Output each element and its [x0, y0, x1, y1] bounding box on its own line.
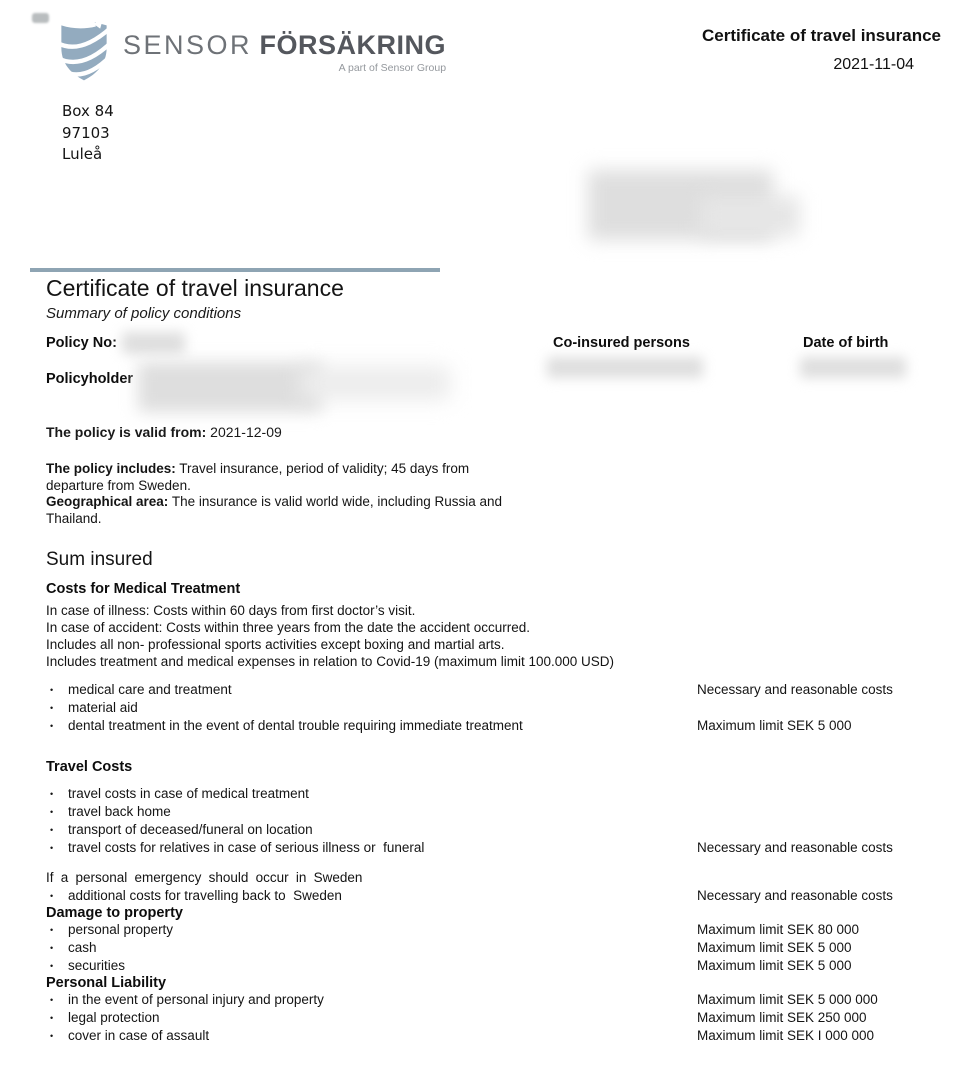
- brand-tagline: A part of Sensor Group: [338, 62, 447, 74]
- brand-name: [123, 30, 446, 60]
- travel-rows: [46, 785, 941, 857]
- bullet-icon: •: [50, 891, 54, 901]
- coverage-item-value: Necessary and reasonable costs: [697, 682, 893, 697]
- coverage-item-text: cash: [68, 940, 97, 955]
- medical-intro-line: In case of illness: Costs within 60 days from first doctor’s visit.: [46, 603, 416, 618]
- coverage-item-text: material aid: [68, 700, 138, 715]
- bullet-icon: •: [50, 1013, 54, 1023]
- coverage-row: [46, 785, 941, 803]
- bullet-icon: •: [50, 789, 54, 799]
- co-insured-label: Co-insured persons: [553, 335, 690, 351]
- redacted-recipient-address: [700, 196, 800, 236]
- coverage-item-text: medical care and treatment: [68, 682, 232, 697]
- medical-intro: [46, 602, 941, 670]
- travel-group-title: Travel Costs: [46, 759, 133, 775]
- coverage-item-value: Necessary and reasonable costs: [697, 888, 893, 903]
- document-date: 2021-11-04: [833, 56, 914, 73]
- coverage-row: [46, 939, 941, 957]
- coverage-row: [46, 839, 941, 857]
- redacted-policyholder-name: [138, 362, 322, 412]
- bullet-icon: •: [50, 807, 54, 817]
- redacted-policyholder-name: [300, 366, 450, 400]
- section-subtitle: Summary of policy conditions: [46, 305, 242, 322]
- section-head: [46, 275, 344, 322]
- coverage-item-value: Maximum limit SEK 250 000: [697, 1010, 867, 1025]
- coverage-item-text: personal property: [68, 922, 174, 937]
- date-of-birth-label: Date of birth: [803, 335, 889, 351]
- coverage-row: [46, 1027, 941, 1045]
- coverage-row: [46, 957, 941, 975]
- coverage-row: [46, 921, 941, 939]
- coverage-row: [46, 1009, 941, 1027]
- document-title: Certificate of travel insurance: [701, 26, 941, 45]
- valid-from-value: 2021-12-09: [210, 424, 282, 440]
- bullet-icon: •: [50, 721, 54, 731]
- coverage-item-value: Maximum limit SEK I 000 000: [697, 1028, 875, 1043]
- policy-no-label: Policy No:: [46, 335, 117, 351]
- valid-from-line: [46, 424, 282, 440]
- bullet-icon: •: [50, 1031, 54, 1041]
- coverage-row: [46, 803, 941, 821]
- coverage-item-text: travel costs for relatives in case of serious illness or funeral: [68, 840, 425, 855]
- coverage-row: [46, 699, 941, 717]
- medical-intro-line: In case of accident: Costs within three years from the date the accident occurred.: [46, 620, 530, 635]
- coverage-item-text: legal protection: [68, 1010, 160, 1025]
- bullet-icon: •: [50, 825, 54, 835]
- bullet-icon: •: [50, 843, 54, 853]
- coverage-item-text: dental treatment in the event of dental trouble requiring immediate treatment: [68, 718, 523, 733]
- coverage-item-text: securities: [68, 958, 126, 973]
- brand-name-bold: FÖRSÄKRING: [259, 30, 447, 60]
- coverage-item-value: Maximum limit SEK 80 000: [697, 922, 860, 937]
- logo-text: [123, 20, 446, 74]
- coverage-item-value: Maximum limit SEK 5 000: [697, 940, 852, 955]
- coverage-row: [46, 821, 941, 839]
- sender-address-line: Luleå: [62, 145, 103, 163]
- sum-insured-section: [46, 549, 941, 1045]
- shield-logo-icon: [57, 20, 111, 82]
- policy-includes-paragraph: [46, 461, 524, 527]
- damage-group-title: Damage to property: [46, 905, 183, 921]
- bullet-icon: •: [50, 925, 54, 935]
- redacted-date-of-birth: [800, 357, 906, 378]
- scan-artifact: [32, 13, 49, 23]
- medical-group-title: Costs for Medical Treatment: [46, 581, 241, 597]
- coverage-item-text: in the event of personal injury and property: [68, 992, 324, 1007]
- coverage-item-text: travel costs in case of medical treatment: [68, 786, 309, 801]
- policyholder-label: Policyholder: [46, 371, 134, 387]
- geographical-area-text: The insurance is valid world wide, including Russia and Thailand.: [46, 494, 502, 526]
- section-divider-line: [30, 268, 440, 272]
- valid-from-label: The policy is valid from:: [46, 424, 207, 440]
- redacted-co-insured-name: [547, 357, 703, 378]
- bullet-icon: •: [50, 685, 54, 695]
- coverage-item-text: travel back home: [68, 804, 171, 819]
- redacted-policy-no: [122, 332, 185, 354]
- coverage-item-text: cover in case of assault: [68, 1028, 210, 1043]
- coverage-item-value: Necessary and reasonable costs: [697, 840, 893, 855]
- medical-intro-line: Includes all non- professional sports activities except boxing and martial arts.: [46, 637, 505, 652]
- coverage-row: [46, 991, 941, 1009]
- document-title-block: [702, 26, 941, 74]
- company-logo: [57, 20, 446, 82]
- coverage-item-text: additional costs for travelling back to Sweden: [68, 888, 342, 903]
- liability-group-title: Personal Liability: [46, 975, 167, 991]
- coverage-item-value: Maximum limit SEK 5 000: [697, 958, 852, 973]
- coverage-item-text: transport of deceased/funeral on location: [68, 822, 313, 837]
- emergency-note: If a personal emergency should occur in Sweden: [46, 870, 363, 885]
- brand-name-light: SENSOR: [123, 30, 253, 60]
- bullet-icon: •: [50, 995, 54, 1005]
- includes-text: Travel insurance, period of validity; 45 days from departure from Sweden.: [46, 461, 470, 493]
- sender-address-line: Box 84: [62, 102, 114, 120]
- coverage-item-value: Maximum limit SEK 5 000: [697, 718, 852, 733]
- geographical-area-label: Geographical area:: [46, 494, 169, 509]
- sum-insured-heading: Sum insured: [46, 549, 153, 570]
- sender-address-line: 97103: [62, 123, 110, 142]
- includes-label: The policy includes:: [46, 461, 176, 476]
- bullet-icon: •: [50, 703, 54, 713]
- coverage-row: [46, 681, 941, 699]
- coverage-item-value: Maximum limit SEK 5 000 000: [697, 992, 878, 1007]
- coverage-row: [46, 717, 941, 735]
- coverage-row: [46, 887, 941, 905]
- sender-address: [62, 101, 114, 166]
- medical-intro-line: Includes treatment and medical expenses in relation to Covid-19 (maximum limit 100.000 USD): [46, 654, 615, 669]
- bullet-icon: •: [50, 961, 54, 971]
- bullet-icon: •: [50, 943, 54, 953]
- section-title: Certificate of travel insurance: [46, 275, 344, 301]
